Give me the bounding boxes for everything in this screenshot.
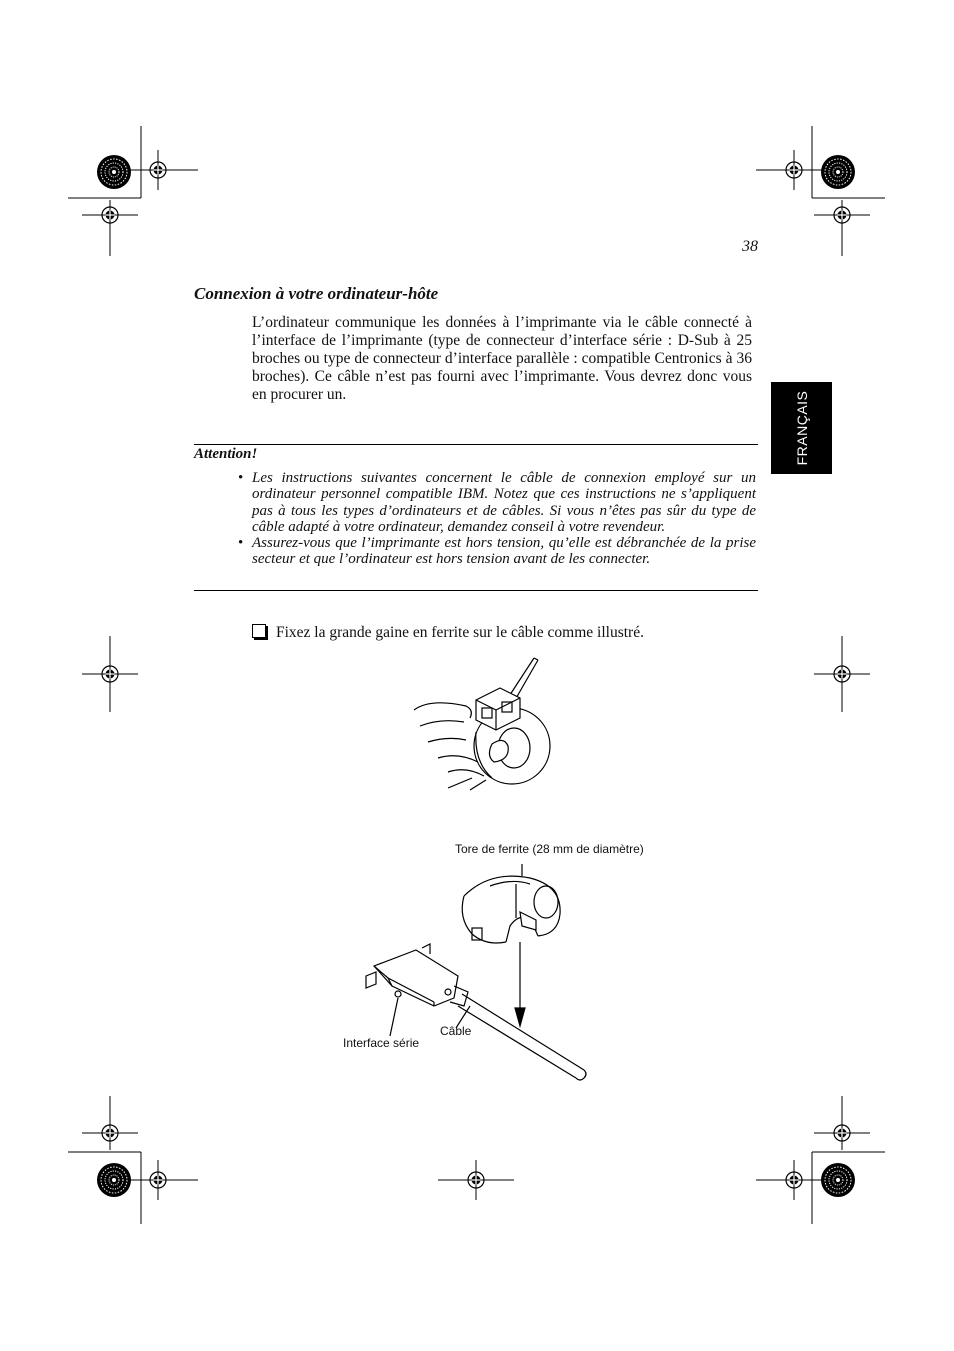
step-item — [252, 624, 644, 642]
attention-list — [238, 470, 756, 568]
language-tab — [771, 382, 832, 474]
intro-paragraph: L’ordinateur communique les données à l’imprimante via le câble connecté à l’interface de l’imprimante (type de connecteur d’interface série : D-Sub à 25 broches ou type de connecteur d’interface parallèle : compatible Centronics à 36 broches). Ce câble n’est pas fourni avec l’imprimante. Vous devrez donc vous en procurer un. — [252, 314, 752, 403]
attention-item — [238, 470, 756, 535]
page-number: 38 — [742, 238, 758, 255]
checkbox-icon — [252, 624, 266, 638]
label-cable: Câble — [440, 1024, 472, 1038]
section-title: Connexion à votre ordinateur-hôte — [194, 284, 439, 303]
attention-top-rule — [194, 444, 758, 445]
attention-title: Attention! — [194, 446, 258, 462]
cable-ferrite-illustration — [330, 856, 630, 1088]
bullet-icon: • — [238, 535, 244, 552]
step-text: Fixez la grande gaine en ferrite sur le câble comme illustré. — [276, 624, 644, 641]
label-serial-interface: Interface série — [343, 1036, 420, 1050]
bullet-icon: • — [238, 470, 244, 486]
attention-item-text: Assurez-vous que l’imprimante est hors tension, qu’elle est débranchée de la prise secteur et que l’ordinateur est hors tension avant de les connecter. — [252, 535, 756, 568]
language-tab-label: FRANÇAIS — [793, 390, 810, 466]
attention-bottom-rule — [194, 590, 758, 591]
hand-ferrite-illustration — [400, 652, 560, 792]
attention-item-text: Les instructions suivantes concernent le câble de connexion employé sur un ordinateur personnel compatible IBM. Notez que ces instructions ne s’appliquent pas à tous les types d’ordinateurs et de câbles. Si vous n’êtes pas sûr du type de câble adapté à votre ordinateur, demandez conseil à votre revendeur. — [252, 470, 756, 535]
attention-item — [238, 535, 756, 568]
label-ferrite-core: Tore de ferrite (28 mm de diamètre) — [455, 842, 644, 856]
